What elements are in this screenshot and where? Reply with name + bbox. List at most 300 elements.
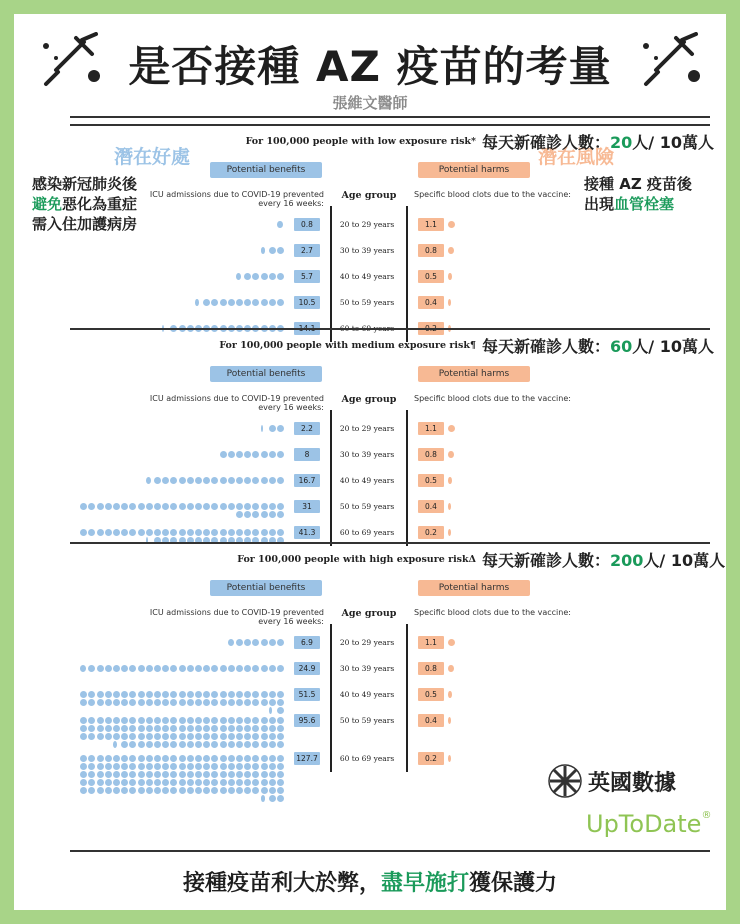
benefit-dot bbox=[129, 779, 136, 786]
benefit-dot bbox=[220, 755, 227, 762]
age-group-label: 30 to 39 years bbox=[339, 246, 395, 255]
benefit-dot bbox=[220, 771, 227, 778]
benefit-dot bbox=[269, 795, 276, 802]
benefit-dot bbox=[269, 451, 276, 458]
benefit-dot bbox=[80, 725, 87, 732]
benefit-dot bbox=[146, 477, 151, 484]
benefit-dot bbox=[244, 763, 251, 770]
benefit-dot bbox=[211, 717, 218, 724]
benefit-dot bbox=[113, 733, 120, 740]
benefit-dot bbox=[121, 779, 128, 786]
benefit-dot bbox=[170, 779, 177, 786]
benefit-dot bbox=[121, 733, 128, 740]
benefit-dot bbox=[220, 725, 227, 732]
legend-benefits-1: Potential benefits bbox=[210, 366, 322, 382]
benefit-dot bbox=[138, 665, 145, 672]
benefit-note-line2 bbox=[32, 194, 137, 214]
benefit-dot bbox=[228, 299, 235, 306]
benefit-dot bbox=[261, 733, 268, 740]
benefit-dot bbox=[228, 503, 235, 510]
benefit-dot bbox=[138, 779, 145, 786]
benefit-dot bbox=[105, 763, 112, 770]
age-group-label: 40 to 49 years bbox=[339, 690, 395, 699]
benefit-dot bbox=[195, 529, 202, 536]
benefit-dot bbox=[261, 725, 268, 732]
benefit-dot bbox=[269, 691, 276, 698]
infographic-panel bbox=[14, 14, 726, 910]
age-column-left-rule-2 bbox=[330, 624, 332, 772]
benefit-dot bbox=[195, 477, 202, 484]
benefit-dot bbox=[261, 529, 268, 536]
benefit-dot bbox=[252, 299, 259, 306]
benefit-dot bbox=[146, 771, 153, 778]
benefit-dot bbox=[129, 741, 136, 748]
benefit-dot bbox=[162, 691, 169, 698]
benefit-dot bbox=[162, 503, 169, 510]
benefit-note-severe: 惡化為重症 bbox=[62, 195, 138, 213]
benefit-dot bbox=[129, 665, 136, 672]
benefit-dot bbox=[244, 477, 251, 484]
benefit-dot bbox=[187, 733, 194, 740]
benefit-dot bbox=[261, 503, 268, 510]
benefit-dot bbox=[80, 763, 87, 770]
benefit-value-label: 5.7 bbox=[294, 270, 320, 283]
harm-dot bbox=[448, 299, 451, 306]
age-column-left-rule-1 bbox=[330, 410, 332, 546]
panel-title-zh-0 bbox=[482, 130, 714, 153]
harm-value-label: 0.4 bbox=[418, 296, 444, 309]
benefit-dot bbox=[236, 771, 243, 778]
benefit-dot bbox=[129, 717, 136, 724]
benefit-dot bbox=[154, 665, 161, 672]
benefit-dot bbox=[187, 691, 194, 698]
benefit-dot bbox=[220, 717, 227, 724]
harm-note-line2 bbox=[584, 194, 692, 214]
panel-title-zh-unit-0: 人/ 10萬人 bbox=[632, 133, 714, 152]
benefit-dot bbox=[129, 787, 136, 794]
panel-divider-2 bbox=[70, 542, 710, 544]
uptodate-logo bbox=[586, 810, 711, 838]
panel-title-zh-1 bbox=[482, 334, 714, 357]
benefit-dot bbox=[170, 691, 177, 698]
harm-note-line1: 接種 AZ 疫苗後 bbox=[584, 175, 692, 193]
benefit-dot bbox=[236, 779, 243, 786]
benefit-dot bbox=[146, 503, 153, 510]
benefit-dot bbox=[236, 717, 243, 724]
benefit-dot bbox=[170, 665, 177, 672]
harm-value-label: 1.1 bbox=[418, 218, 444, 231]
benefit-dot bbox=[129, 733, 136, 740]
benefit-dot bbox=[162, 733, 169, 740]
benefit-dot bbox=[203, 665, 210, 672]
benefit-dot bbox=[97, 771, 104, 778]
benefit-dot bbox=[179, 741, 186, 748]
benefit-dot bbox=[146, 779, 153, 786]
benefit-dot bbox=[228, 755, 235, 762]
benefit-dot bbox=[211, 503, 218, 510]
benefit-dot bbox=[211, 787, 218, 794]
benefit-dot bbox=[236, 741, 243, 748]
benefit-dot bbox=[187, 529, 194, 536]
benefit-value-label: 51.5 bbox=[294, 688, 320, 701]
benefit-value-label: 6.9 bbox=[294, 636, 320, 649]
age-group-label: 50 to 59 years bbox=[339, 716, 395, 725]
benefit-dot bbox=[187, 755, 194, 762]
benefit-dot bbox=[236, 273, 241, 280]
benefit-dot bbox=[228, 699, 235, 706]
panel-title-zh-num-2: 200 bbox=[610, 551, 644, 570]
benefit-dot bbox=[252, 771, 259, 778]
benefit-dot bbox=[211, 763, 218, 770]
benefit-dot bbox=[105, 771, 112, 778]
page-title: 是否接種 AZ 疫苗的考量 bbox=[128, 42, 612, 91]
harm-dot bbox=[448, 477, 452, 484]
benefit-dot bbox=[211, 755, 218, 762]
benefit-dot bbox=[154, 477, 161, 484]
benefit-dot bbox=[97, 787, 104, 794]
benefit-dot bbox=[129, 529, 136, 536]
benefit-dot bbox=[211, 699, 218, 706]
benefit-dot bbox=[277, 247, 284, 254]
harm-dot bbox=[448, 503, 451, 510]
benefit-dot bbox=[154, 699, 161, 706]
benefit-dot bbox=[269, 779, 276, 786]
benefit-dot bbox=[261, 639, 268, 646]
benefit-dot bbox=[277, 221, 283, 228]
benefit-dot bbox=[252, 639, 259, 646]
benefit-dot bbox=[244, 665, 251, 672]
benefit-dot bbox=[252, 779, 259, 786]
benefit-dot bbox=[80, 771, 87, 778]
benefit-dot bbox=[211, 733, 218, 740]
benefit-dot bbox=[269, 787, 276, 794]
benefit-dot bbox=[121, 665, 128, 672]
benefit-dot bbox=[80, 691, 87, 698]
benefit-dot bbox=[228, 787, 235, 794]
harm-value-label: 0.8 bbox=[418, 244, 444, 257]
benefit-dot bbox=[236, 691, 243, 698]
benefit-dot bbox=[179, 717, 186, 724]
benefit-dot bbox=[211, 741, 218, 748]
harm-dot bbox=[448, 247, 454, 254]
benefit-dot bbox=[195, 503, 202, 510]
benefit-dot bbox=[129, 771, 136, 778]
benefit-dot bbox=[261, 717, 268, 724]
age-group-label: 20 to 29 years bbox=[339, 638, 395, 647]
age-group-label: 60 to 69 years bbox=[339, 528, 395, 537]
uptodate-registered-mark: ® bbox=[701, 810, 712, 821]
clots-caption-1: Specific blood clots due to the vaccine: bbox=[414, 394, 571, 403]
benefit-dot bbox=[146, 755, 153, 762]
benefit-dot bbox=[170, 477, 177, 484]
harm-value-label: 0.5 bbox=[418, 474, 444, 487]
benefit-dot bbox=[261, 699, 268, 706]
benefit-dot bbox=[211, 299, 218, 306]
clots-caption-2: Specific blood clots due to the vaccine: bbox=[414, 608, 571, 617]
benefit-dot bbox=[277, 691, 284, 698]
benefit-dot bbox=[236, 787, 243, 794]
benefit-dot bbox=[252, 755, 259, 762]
benefit-dot bbox=[138, 725, 145, 732]
benefit-dot bbox=[97, 717, 104, 724]
benefit-dot bbox=[228, 451, 235, 458]
benefit-dot bbox=[146, 787, 153, 794]
icu-caption-0: ICU admissions due to COVID-19 prevented every 16 weeks: bbox=[149, 190, 324, 208]
benefit-dot bbox=[269, 477, 276, 484]
benefit-dot bbox=[203, 763, 210, 770]
benefit-dot bbox=[277, 771, 284, 778]
benefit-dot bbox=[121, 787, 128, 794]
harm-dot bbox=[448, 639, 455, 646]
benefit-dot bbox=[170, 699, 177, 706]
benefit-dot bbox=[252, 741, 259, 748]
harm-value-label: 0.8 bbox=[418, 448, 444, 461]
benefit-dot bbox=[244, 733, 251, 740]
benefit-dot bbox=[97, 691, 104, 698]
benefit-dot bbox=[138, 691, 145, 698]
benefit-dot bbox=[88, 691, 95, 698]
benefit-dot bbox=[105, 503, 112, 510]
benefit-dot bbox=[129, 699, 136, 706]
benefit-dot bbox=[97, 699, 104, 706]
benefit-dot bbox=[162, 665, 169, 672]
benefit-note-avoid: 避免 bbox=[32, 195, 63, 213]
benefit-dot bbox=[244, 771, 251, 778]
benefit-dot bbox=[187, 477, 194, 484]
benefit-dot bbox=[146, 733, 153, 740]
header-divider bbox=[70, 116, 710, 118]
age-column-right-rule-2 bbox=[406, 624, 408, 772]
benefit-dot bbox=[236, 503, 243, 510]
benefit-note-line1: 感染新冠肺炎後 bbox=[32, 175, 138, 193]
benefit-dot bbox=[146, 725, 153, 732]
benefit-dot bbox=[162, 779, 169, 786]
footer-message bbox=[14, 866, 726, 897]
benefit-dot bbox=[228, 529, 235, 536]
age-column-left-rule-0 bbox=[330, 206, 332, 342]
benefit-dot bbox=[269, 665, 276, 672]
panel-title-en-2: For 100,000 people with high exposure riskΔ bbox=[237, 554, 476, 565]
benefit-dot bbox=[105, 733, 112, 740]
benefit-dot bbox=[187, 503, 194, 510]
benefit-dot bbox=[113, 691, 120, 698]
benefit-dot bbox=[146, 741, 153, 748]
harm-value-label: 0.5 bbox=[418, 688, 444, 701]
harm-dot bbox=[448, 665, 454, 672]
benefit-dot bbox=[277, 795, 284, 802]
benefit-dot bbox=[105, 725, 112, 732]
benefit-dot bbox=[80, 699, 87, 706]
benefit-dot bbox=[269, 511, 276, 518]
benefit-dot bbox=[146, 699, 153, 706]
benefit-dot bbox=[121, 503, 128, 510]
benefit-dot bbox=[88, 725, 95, 732]
benefit-dot bbox=[146, 691, 153, 698]
age-column-right-rule-0 bbox=[406, 206, 408, 342]
benefit-dot bbox=[170, 503, 177, 510]
benefit-dot bbox=[129, 725, 136, 732]
benefit-dot bbox=[252, 529, 259, 536]
benefit-dot bbox=[269, 699, 276, 706]
benefit-dot bbox=[269, 717, 276, 724]
benefit-dot bbox=[269, 529, 276, 536]
benefit-dot bbox=[113, 771, 120, 778]
benefit-dot bbox=[244, 699, 251, 706]
benefit-dot bbox=[203, 503, 210, 510]
benefit-dot bbox=[113, 725, 120, 732]
benefit-dot bbox=[88, 763, 95, 770]
benefit-dot bbox=[244, 741, 251, 748]
benefit-dot bbox=[138, 733, 145, 740]
benefit-dot bbox=[129, 755, 136, 762]
panel-title-zh-2 bbox=[482, 548, 725, 571]
benefit-dot bbox=[187, 771, 194, 778]
benefit-dot bbox=[195, 699, 202, 706]
benefit-dot bbox=[203, 725, 210, 732]
benefit-dot bbox=[203, 477, 210, 484]
benefit-dot bbox=[88, 787, 95, 794]
panel-title-zh-num-0: 20 bbox=[610, 133, 633, 152]
benefit-dot bbox=[277, 273, 284, 280]
benefit-dot bbox=[261, 511, 268, 518]
benefit-dot bbox=[105, 665, 112, 672]
benefit-dot bbox=[220, 477, 227, 484]
benefit-dot bbox=[211, 665, 218, 672]
benefit-dot bbox=[129, 763, 136, 770]
benefit-dot bbox=[220, 787, 227, 794]
benefit-dot bbox=[88, 771, 95, 778]
benefit-dot bbox=[179, 725, 186, 732]
benefit-dot bbox=[203, 717, 210, 724]
benefit-dot bbox=[162, 699, 169, 706]
benefit-dot bbox=[244, 299, 251, 306]
benefit-dot bbox=[220, 741, 227, 748]
benefit-dot bbox=[220, 691, 227, 698]
benefit-dot bbox=[269, 725, 276, 732]
benefit-dot bbox=[195, 779, 202, 786]
benefit-dot bbox=[269, 763, 276, 770]
author-name: 張維文醫師 bbox=[332, 94, 408, 112]
benefit-dot bbox=[138, 503, 145, 510]
benefit-dot bbox=[154, 725, 161, 732]
benefit-dot bbox=[170, 787, 177, 794]
benefit-dot bbox=[277, 725, 284, 732]
benefit-dot bbox=[154, 763, 161, 770]
harm-dot bbox=[448, 691, 452, 698]
benefit-dot bbox=[138, 763, 145, 770]
benefit-dot bbox=[269, 503, 276, 510]
benefit-dot bbox=[277, 779, 284, 786]
benefit-dot bbox=[203, 691, 210, 698]
benefit-dot bbox=[228, 763, 235, 770]
harm-dot bbox=[448, 529, 451, 536]
benefit-dot bbox=[244, 511, 251, 518]
benefit-dot bbox=[88, 755, 95, 762]
benefit-dot bbox=[88, 733, 95, 740]
benefit-dot bbox=[138, 717, 145, 724]
benefit-dot bbox=[146, 529, 153, 536]
benefit-dot bbox=[195, 691, 202, 698]
benefit-dot bbox=[220, 451, 227, 458]
benefit-dot bbox=[80, 717, 87, 724]
benefit-dot bbox=[154, 691, 161, 698]
benefit-dot bbox=[80, 503, 87, 510]
benefit-dot bbox=[269, 771, 276, 778]
benefit-dot bbox=[113, 787, 120, 794]
harm-dot bbox=[448, 451, 454, 458]
benefit-dot bbox=[236, 699, 243, 706]
benefit-dot bbox=[228, 477, 235, 484]
benefit-dot bbox=[277, 665, 284, 672]
benefit-dot bbox=[80, 779, 87, 786]
footer-part-b: 盡早施打 bbox=[380, 871, 469, 896]
legend-benefits-2: Potential benefits bbox=[210, 580, 322, 596]
benefit-dot bbox=[162, 771, 169, 778]
benefit-dot bbox=[203, 733, 210, 740]
benefit-dot bbox=[277, 707, 284, 714]
benefit-value-label: 95.6 bbox=[294, 714, 320, 727]
benefit-dot bbox=[162, 529, 169, 536]
benefit-dot bbox=[179, 755, 186, 762]
footer-divider bbox=[70, 850, 710, 852]
benefit-dot bbox=[88, 717, 95, 724]
benefit-dot bbox=[220, 699, 227, 706]
benefit-dot bbox=[228, 741, 235, 748]
benefit-dot bbox=[261, 451, 268, 458]
benefit-dot bbox=[138, 771, 145, 778]
age-group-label: 40 to 49 years bbox=[339, 476, 395, 485]
panel-title-en-1: For 100,000 people with medium exposure risk¶ bbox=[219, 340, 476, 351]
benefit-dot bbox=[261, 787, 268, 794]
benefit-dot bbox=[220, 529, 227, 536]
benefit-value-label: 2.7 bbox=[294, 244, 320, 257]
benefit-dot bbox=[154, 787, 161, 794]
benefit-dot bbox=[261, 763, 268, 770]
benefit-dot bbox=[154, 779, 161, 786]
age-column-right-rule-1 bbox=[406, 410, 408, 546]
benefit-dot bbox=[203, 699, 210, 706]
age-group-label: 20 to 29 years bbox=[339, 220, 395, 229]
benefit-dot bbox=[277, 639, 284, 646]
benefit-dot bbox=[269, 299, 276, 306]
benefit-dot bbox=[203, 779, 210, 786]
benefit-dot bbox=[179, 503, 186, 510]
benefit-dot bbox=[179, 665, 186, 672]
legend-harms-0: Potential harms bbox=[418, 162, 530, 178]
benefit-dot bbox=[252, 763, 259, 770]
benefit-value-label: 10.5 bbox=[294, 296, 320, 309]
benefit-dot bbox=[244, 725, 251, 732]
benefit-dot bbox=[269, 273, 276, 280]
benefit-dot bbox=[195, 771, 202, 778]
benefit-dot bbox=[113, 717, 120, 724]
clots-caption-0: Specific blood clots due to the vaccine: bbox=[414, 190, 571, 199]
benefit-dot bbox=[138, 529, 145, 536]
benefit-dot bbox=[244, 273, 251, 280]
benefit-dot bbox=[252, 503, 259, 510]
legend-harms-2: Potential harms bbox=[418, 580, 530, 596]
benefit-dot bbox=[187, 763, 194, 770]
benefit-dot bbox=[170, 717, 177, 724]
benefit-dot bbox=[195, 665, 202, 672]
benefit-dot bbox=[170, 763, 177, 770]
benefit-dot bbox=[162, 755, 169, 762]
benefit-dot bbox=[252, 787, 259, 794]
benefit-dot bbox=[244, 529, 251, 536]
benefit-dot bbox=[154, 503, 161, 510]
benefit-dot bbox=[269, 741, 276, 748]
benefit-dot bbox=[269, 425, 276, 432]
